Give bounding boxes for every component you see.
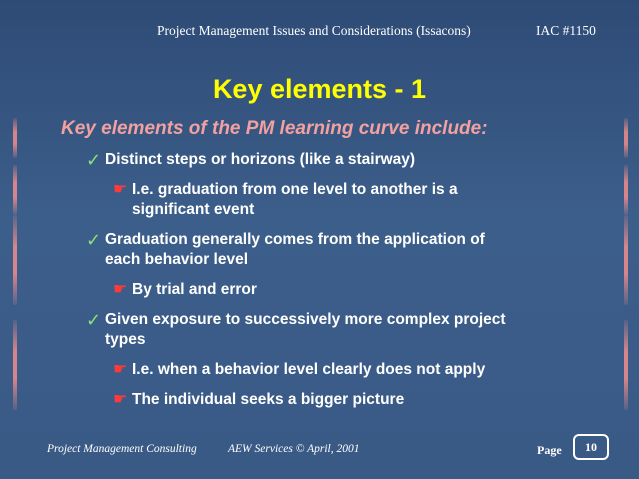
decor-bar-left-2 (13, 165, 17, 215)
decor-bar-right-3 (624, 215, 628, 305)
decor-bar-left-1 (13, 118, 17, 158)
bullet-text: Graduation generally comes from the application of (105, 231, 485, 248)
bullet-text: Given exposure to successively more complex project (105, 311, 506, 328)
slide-title: Key elements - 1 (212, 74, 427, 104)
sub-bullet-text: The individual seeks a bigger picture (132, 391, 405, 408)
sub-bullet-text: By trial and error (132, 281, 257, 298)
footer-center: AEW Services © April, 2001 (228, 443, 360, 455)
page-label: Page (537, 443, 562, 457)
bullet-text: each behavior level (105, 251, 249, 268)
decor-bar-right-4 (624, 320, 628, 410)
header-code: IAC #1150 (536, 23, 596, 38)
footer-left: Project Management Consulting (47, 443, 197, 455)
page-number: 10 (573, 434, 609, 460)
decor-bar-left-4 (13, 320, 17, 410)
sub-bullet-text: significant event (132, 201, 255, 218)
pointing-hand-icon: ☛ (113, 181, 128, 198)
pointing-hand-icon: ☛ (113, 361, 128, 378)
decor-bar-left-3 (13, 215, 17, 305)
check-icon: ✓ (86, 150, 102, 170)
pointing-hand-icon: ☛ (113, 391, 128, 408)
bullet-text: types (105, 331, 146, 348)
sub-bullet-text: I.e. when a behavior level clearly does not apply (132, 361, 486, 378)
sub-bullet-text: I.e. graduation from one level to another is a (132, 181, 458, 198)
bullet-text: Distinct steps or horizons (like a stairway) (105, 151, 416, 168)
decor-bar-right-2 (624, 165, 628, 215)
header-title: Project Management Issues and Considerations (Issacons) (157, 23, 471, 38)
decor-bar-right-1 (624, 118, 628, 158)
check-icon: ✓ (86, 230, 102, 250)
pointing-hand-icon: ☛ (113, 281, 128, 298)
slide-subtitle: Key elements of the PM learning curve include: (61, 118, 488, 139)
check-icon: ✓ (86, 310, 102, 330)
